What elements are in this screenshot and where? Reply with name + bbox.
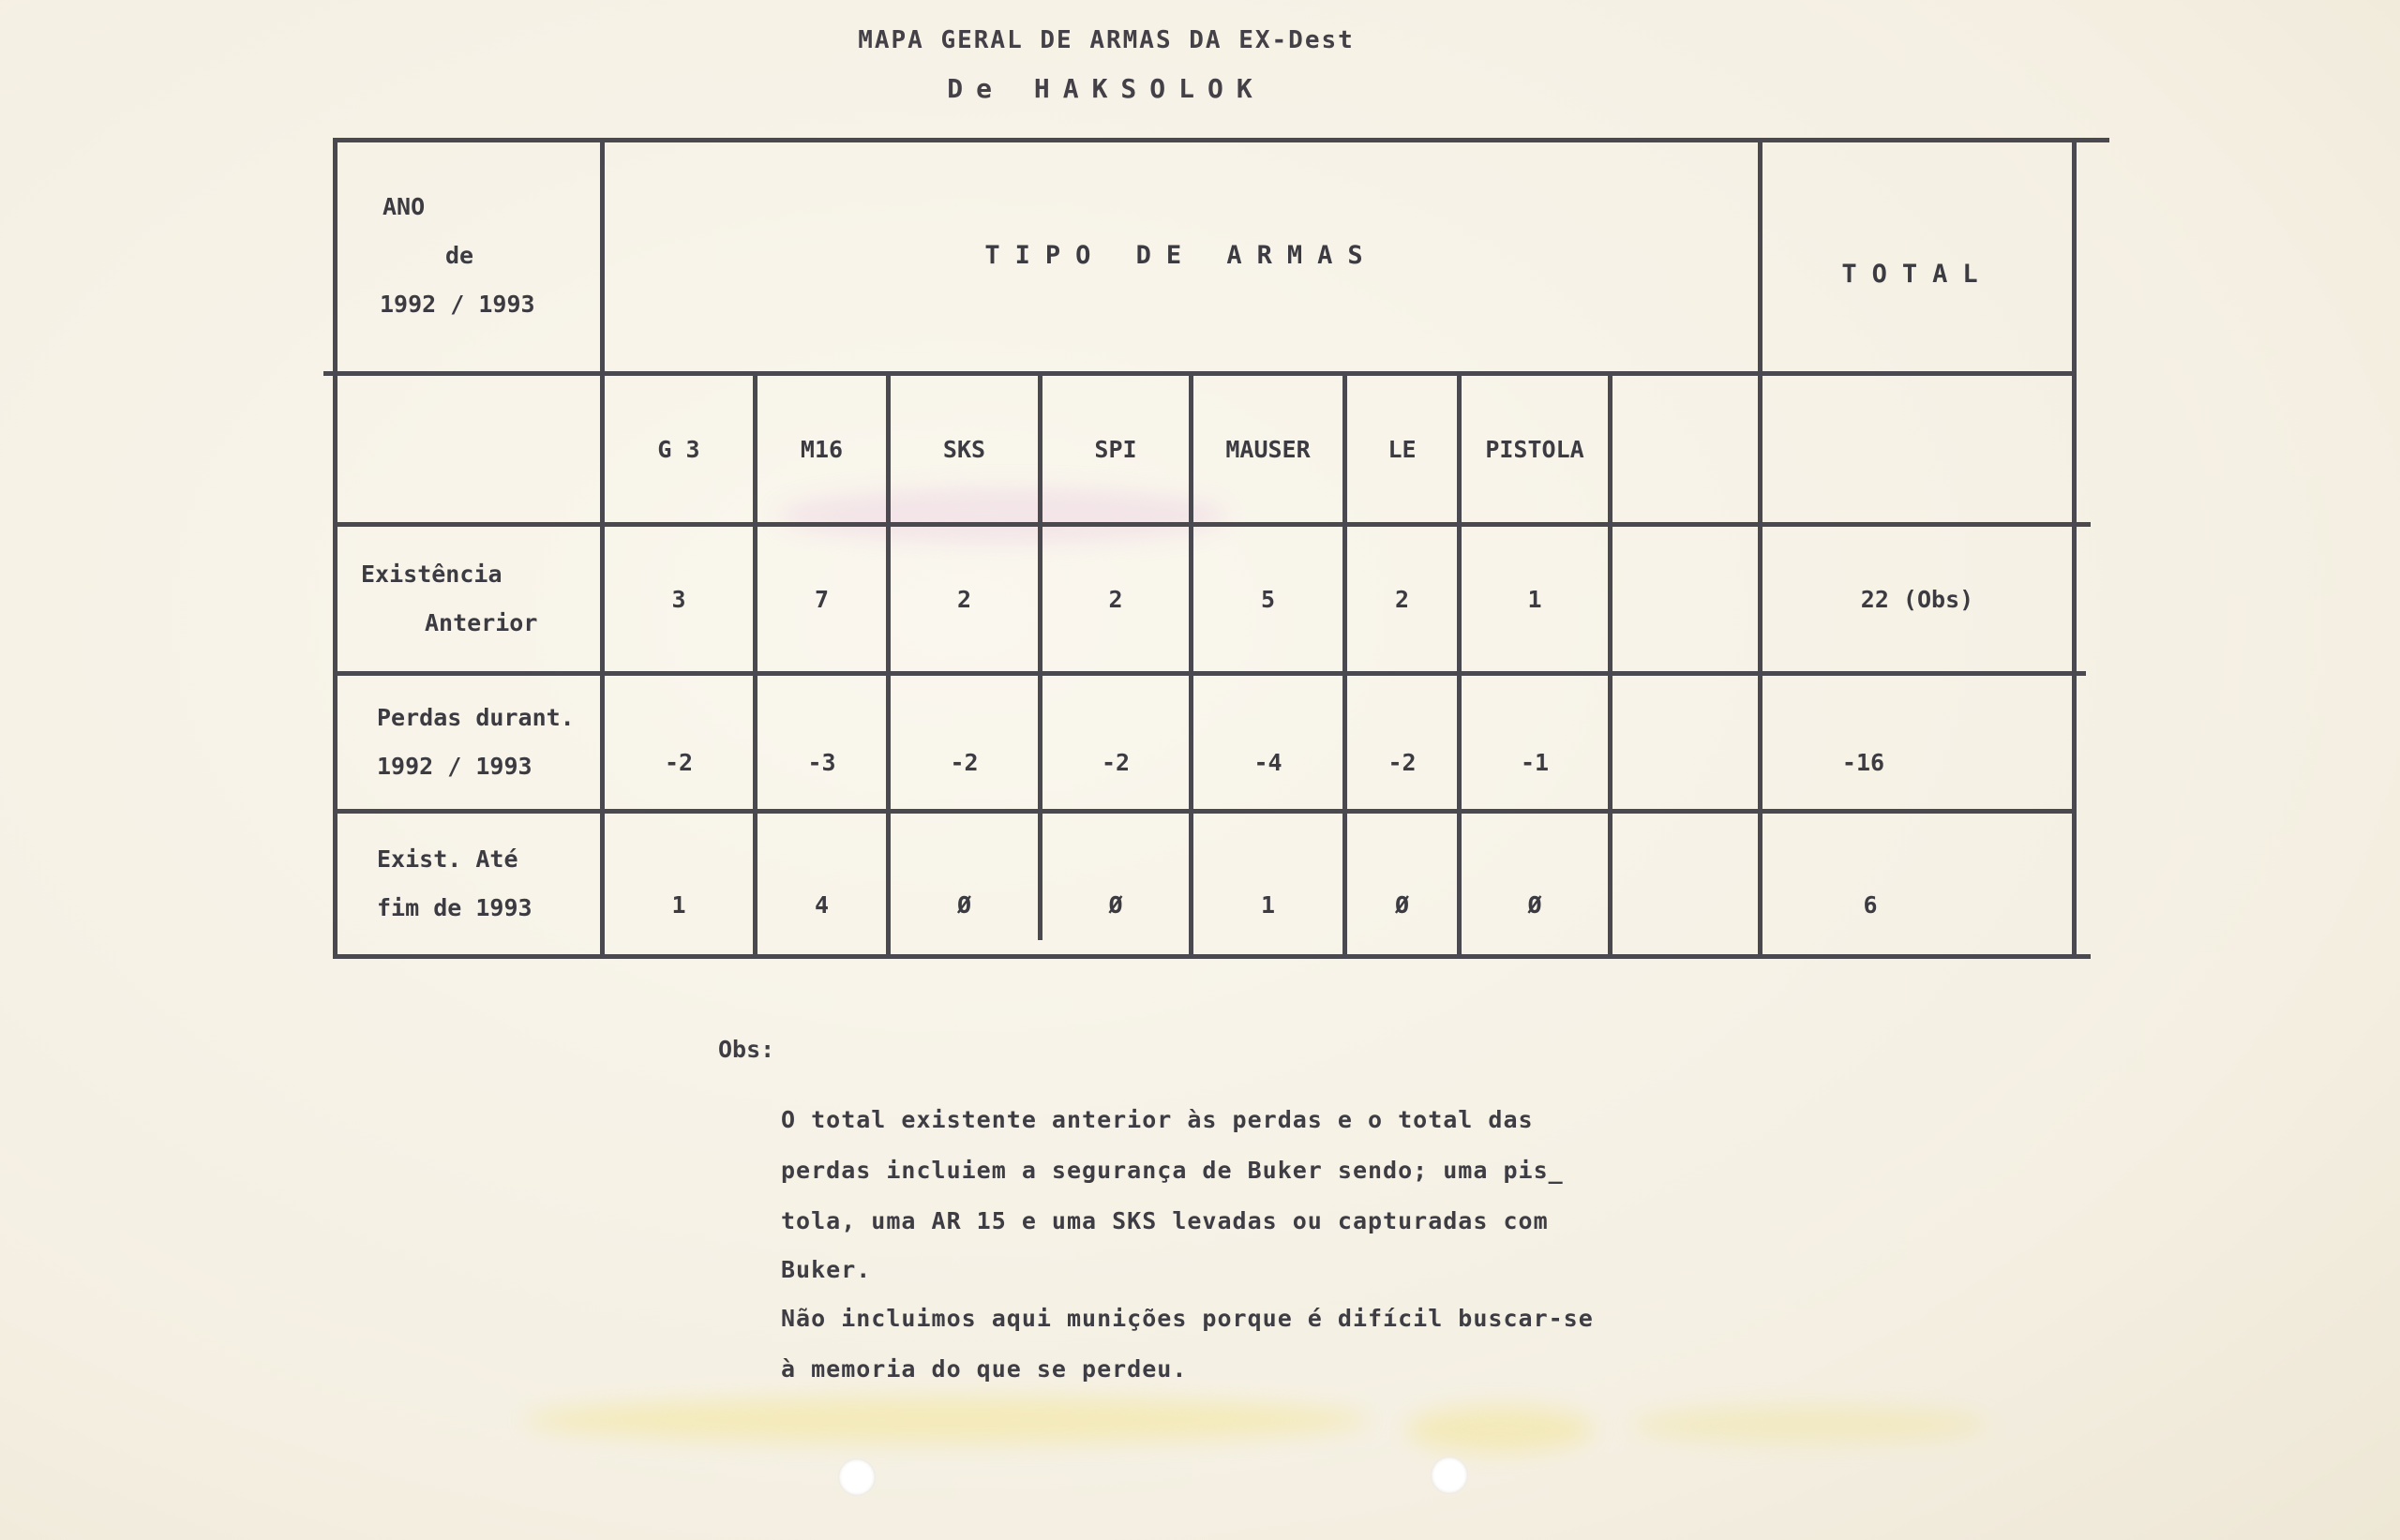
document-title: MAPA GERAL DE ARMAS DA EX-Dest [858, 26, 1355, 54]
table-cell: -2 [1388, 748, 1417, 776]
row-label-line: fim de 1993 [377, 894, 532, 921]
table-cell: Ø [1527, 890, 1542, 919]
obs-line: O total existente anterior às perdas e o total das [781, 1106, 1534, 1133]
table-cell: -2 [1101, 748, 1131, 776]
column-header: PISTOLA [1485, 436, 1584, 463]
table-cell: Ø [956, 890, 972, 919]
column-header [1612, 377, 1758, 522]
obs-line: tola, uma AR 15 e uma SKS levadas ou capturadas com [781, 1207, 1549, 1234]
year-label-de: de [445, 241, 474, 269]
row-label-line: Anterior [425, 609, 538, 636]
column-header: SKS [942, 436, 986, 463]
table-cell: 1 [1260, 890, 1276, 919]
table-border-left [333, 138, 338, 959]
row-label-line: 1992 / 1993 [377, 753, 532, 780]
year-label-ano: ANO [382, 192, 426, 220]
row-label-line: Exist. Até [377, 845, 518, 873]
table-cell [1612, 834, 1758, 975]
table-cell: -2 [950, 748, 979, 776]
table-cell: 2 [1108, 585, 1123, 613]
obs-line: à memoria do que se perdeu. [781, 1355, 1188, 1383]
obs-line: Não incluimos aqui munições porque é difícil buscar-se [781, 1305, 1594, 1332]
total-cell: 22 (Obs) [1860, 585, 1974, 613]
column-header: MAUSER [1225, 436, 1311, 463]
column-header: LE [1388, 436, 1417, 463]
row-label-line: Perdas durant. [377, 704, 575, 731]
table-cell: -1 [1520, 748, 1550, 776]
total-cell: -16 [1841, 748, 1885, 776]
table-cell [1612, 527, 1758, 671]
row-label [361, 527, 600, 671]
table-cell: 5 [1260, 585, 1276, 613]
column-header: SPI [1094, 436, 1137, 463]
year-label-years: 1992 / 1993 [380, 290, 535, 318]
table-cell: 2 [956, 585, 972, 613]
table-cell: Ø [1108, 890, 1123, 919]
table-cell: 2 [1394, 585, 1410, 613]
table-cell [1612, 695, 1758, 829]
table-cell: -3 [807, 748, 836, 776]
table-cell: Ø [1394, 890, 1410, 919]
punch-hole [1431, 1457, 1468, 1494]
total-header: TOTAL [1841, 259, 1993, 289]
table-cell: 3 [671, 585, 686, 613]
punch-hole [838, 1458, 876, 1496]
row-label [377, 676, 600, 809]
obs-line: perdas incluiem a segurança de Buker sendo; uma pis_ [781, 1157, 1564, 1184]
year-label [380, 173, 595, 337]
table-cell: 4 [814, 890, 830, 919]
table-cell: 7 [814, 585, 830, 613]
row-label [377, 814, 600, 954]
table-cell: 1 [671, 890, 686, 919]
table-cell: -4 [1253, 748, 1282, 776]
column-header: M16 [800, 436, 844, 463]
total-cell: 6 [1863, 890, 1878, 919]
obs-line: Buker. [781, 1256, 872, 1283]
group-header: TIPO DE ARMAS [984, 240, 1378, 270]
document-subtitle: De HAKSOLOK [947, 73, 1266, 104]
table-cell: 1 [1527, 585, 1542, 613]
obs-title: Obs: [718, 1036, 775, 1063]
row-label-line: Existência [361, 561, 502, 588]
table-cell: -2 [664, 748, 694, 776]
column-header: G 3 [657, 436, 700, 463]
table-border-right [2072, 138, 2077, 959]
